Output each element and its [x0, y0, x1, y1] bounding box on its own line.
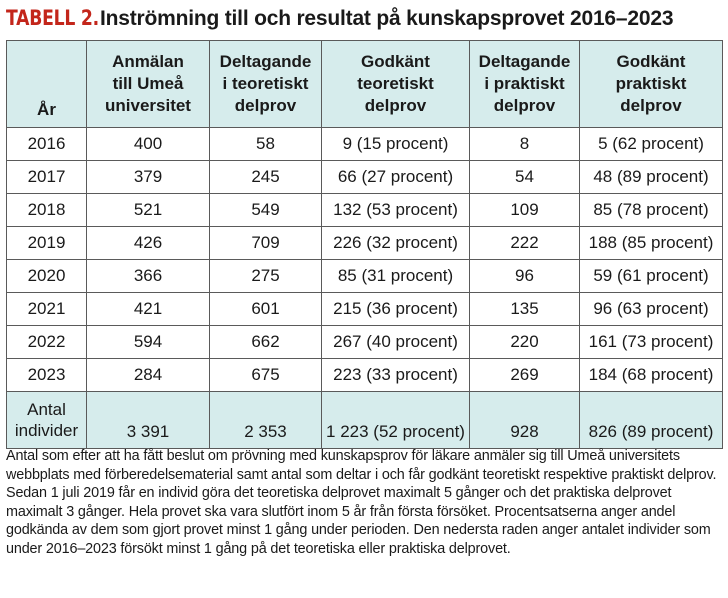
value-cell: 96 — [470, 260, 580, 293]
header-line: Godkänt — [616, 52, 686, 71]
value-cell: 188 (85 procent) — [580, 227, 723, 260]
total-label-line: Antal — [27, 400, 66, 419]
year-cell: 2021 — [7, 293, 87, 326]
value-cell: 215 (36 procent) — [322, 293, 470, 326]
value-cell: 184 (68 procent) — [580, 359, 723, 392]
table-row — [7, 260, 723, 293]
total-label-cell — [7, 392, 87, 449]
header-theory-passed — [322, 41, 470, 128]
header-line: i praktiskt — [484, 74, 565, 93]
header-line: Deltagande — [219, 52, 312, 71]
year-cell: 2018 — [7, 194, 87, 227]
value-cell: 8 — [470, 128, 580, 161]
table-total-row — [7, 392, 723, 449]
header-line: till Umeå — [112, 74, 184, 93]
header-line: Godkänt — [361, 52, 430, 71]
value-cell: 284 — [87, 359, 210, 392]
value-cell: 48 (89 procent) — [580, 161, 723, 194]
header-line: Anmälan — [112, 52, 184, 71]
header-practical-passed — [580, 41, 723, 128]
year-cell: 2016 — [7, 128, 87, 161]
table-body — [7, 128, 723, 392]
total-value-cell: 928 — [470, 392, 580, 449]
value-cell: 245 — [210, 161, 322, 194]
header-line: delprov — [234, 96, 297, 115]
value-cell: 222 — [470, 227, 580, 260]
total-label-line: individer — [14, 421, 79, 440]
value-cell: 59 (61 procent) — [580, 260, 723, 293]
value-cell: 85 (78 procent) — [580, 194, 723, 227]
table-title-text: Inströmning till och resultat på kunskapsprovet 2016–2023 — [100, 7, 674, 30]
table-label: TABELL 2. — [6, 6, 99, 30]
value-cell: 135 — [470, 293, 580, 326]
value-cell: 521 — [87, 194, 210, 227]
header-line: År — [37, 100, 56, 119]
header-theory-participation — [210, 41, 322, 128]
value-cell: 96 (63 procent) — [580, 293, 723, 326]
table-row — [7, 194, 723, 227]
header-line: universitet — [105, 96, 191, 115]
total-value-cell: 3 391 — [87, 392, 210, 449]
value-cell: 709 — [210, 227, 322, 260]
value-cell: 58 — [210, 128, 322, 161]
value-cell: 223 (33 procent) — [322, 359, 470, 392]
year-cell: 2019 — [7, 227, 87, 260]
value-cell: 426 — [87, 227, 210, 260]
table-row — [7, 227, 723, 260]
table-header-row — [7, 41, 723, 128]
table-row — [7, 293, 723, 326]
value-cell: 421 — [87, 293, 210, 326]
header-line: delprov — [620, 96, 682, 115]
header-line: delprov — [493, 96, 556, 115]
value-cell: 379 — [87, 161, 210, 194]
value-cell: 132 (53 procent) — [322, 194, 470, 227]
value-cell: 675 — [210, 359, 322, 392]
header-line: Deltagande — [478, 52, 571, 71]
value-cell: 66 (27 procent) — [322, 161, 470, 194]
value-cell: 54 — [470, 161, 580, 194]
value-cell: 662 — [210, 326, 322, 359]
value-cell: 366 — [87, 260, 210, 293]
value-cell: 220 — [470, 326, 580, 359]
year-cell: 2020 — [7, 260, 87, 293]
value-cell: 275 — [210, 260, 322, 293]
table-row — [7, 326, 723, 359]
value-cell: 269 — [470, 359, 580, 392]
value-cell: 109 — [470, 194, 580, 227]
value-cell: 267 (40 procent) — [322, 326, 470, 359]
results-table — [6, 40, 723, 449]
value-cell: 9 (15 procent) — [322, 128, 470, 161]
table-row — [7, 128, 723, 161]
header-line: praktiskt — [615, 74, 687, 93]
header-line: delprov — [364, 96, 427, 115]
value-cell: 5 (62 procent) — [580, 128, 723, 161]
year-cell: 2017 — [7, 161, 87, 194]
header-year — [7, 41, 87, 128]
total-value-cell: 1 223 (52 procent) — [322, 392, 470, 449]
year-cell: 2022 — [7, 326, 87, 359]
table-row — [7, 161, 723, 194]
total-value-cell: 826 (89 procent) — [580, 392, 723, 449]
year-cell: 2023 — [7, 359, 87, 392]
value-cell: 594 — [87, 326, 210, 359]
header-line: teoretiskt — [357, 74, 434, 93]
value-cell: 161 (73 procent) — [580, 326, 723, 359]
header-practical-participation — [470, 41, 580, 128]
value-cell: 549 — [210, 194, 322, 227]
header-line: i teoretiskt — [222, 74, 309, 93]
header-registration — [87, 41, 210, 128]
table-footnote: Antal som efter att ha fått beslut om prövning med kunskapsprov för läkare anmäler sig till Umeå universitets webbplats med förberedelsematerial samt antal som deltar i och får godkänt teoretiskt respektive praktiskt delprov. Sedan 1 juli 2019 får en individ göra det teoretiska delprovet maximalt 5 gånger och det praktiska delprovet maximalt 3 gånger. Hela provet ska vara slutfört inom 5 år från första försöket. Procentsatserna anger andel godkända av dem som gjort provet minst 1 gång under perioden. Den nedersta raden anger antalet individer som under 2016–2023 försökt minst 1 gång på det teoretiska eller praktiska delprovet. — [6, 448, 717, 557]
total-value-cell: 2 353 — [210, 392, 322, 449]
table-title — [6, 6, 673, 36]
value-cell: 226 (32 procent) — [322, 227, 470, 260]
value-cell: 400 — [87, 128, 210, 161]
table-row — [7, 359, 723, 392]
value-cell: 601 — [210, 293, 322, 326]
value-cell: 85 (31 procent) — [322, 260, 470, 293]
